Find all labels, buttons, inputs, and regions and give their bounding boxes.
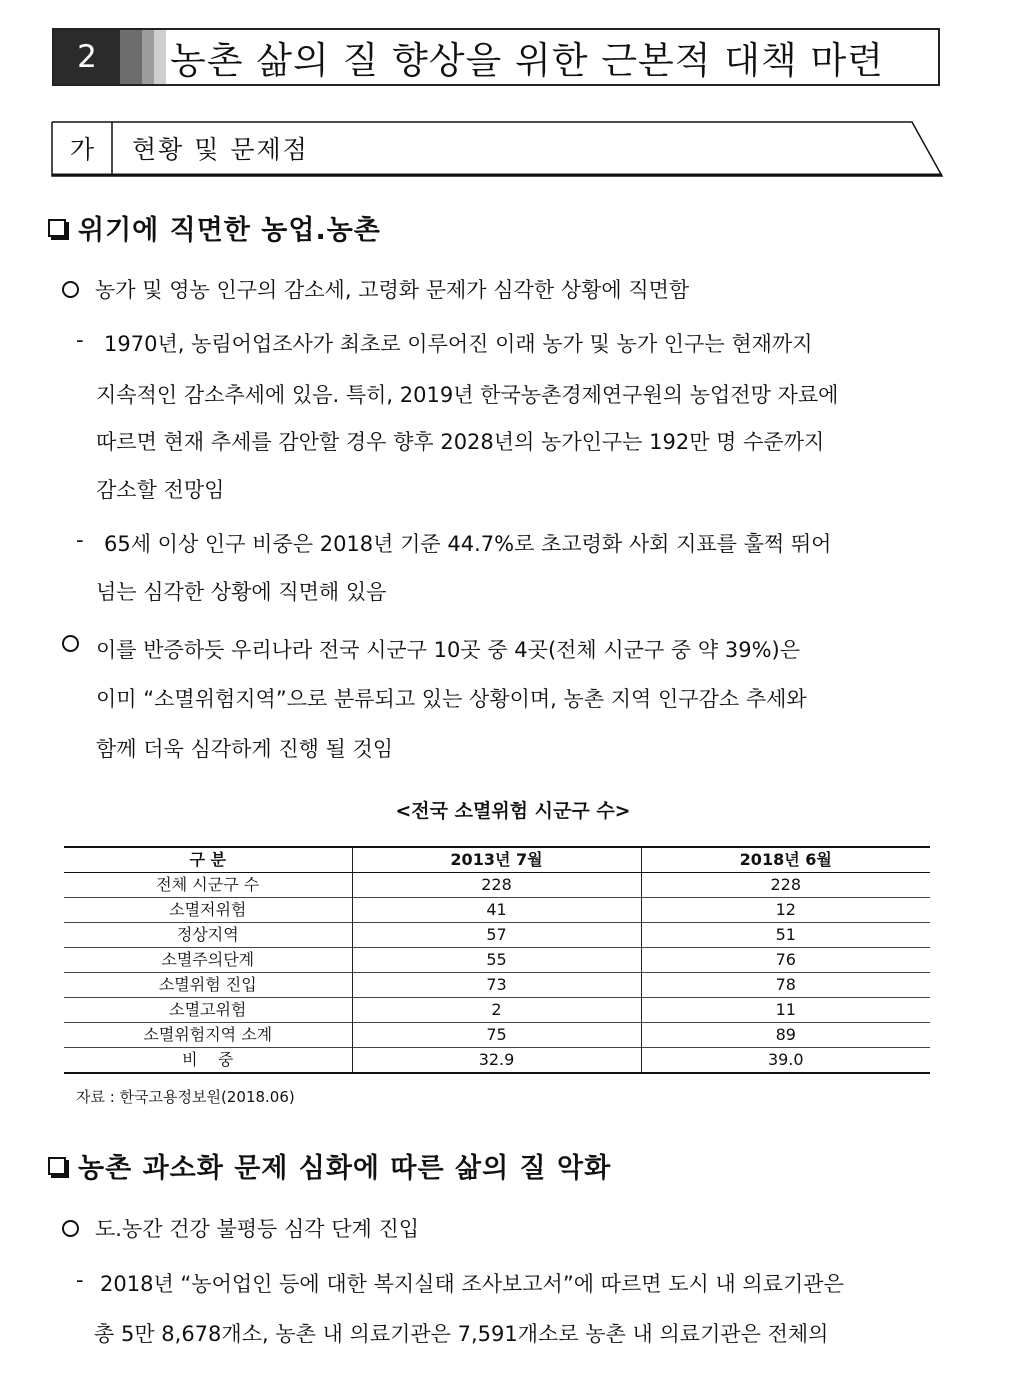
- paragraph-line: 1970년, 농림어업조사가 최초로 이루어진 이래 농가 및 농가 인구는 현재까지: [104, 332, 813, 356]
- column-header: 2013년 7월: [352, 847, 641, 873]
- heading-quality-of-life: 농촌 과소화 문제 심화에 따른 삶의 질 악화: [48, 1146, 611, 1185]
- column-header: 구 분: [189, 850, 226, 869]
- dash-item: -: [76, 328, 84, 352]
- section-title: 현황 및 문제점: [132, 135, 309, 164]
- chapter-gradient-bar: [120, 30, 142, 84]
- bullet-population-decline: 농가 및 영농 인구의 감소세, 고령화 문제가 심각한 상황에 직면함: [62, 274, 689, 304]
- bullet-extinction-risk: [62, 634, 95, 651]
- section-letter: 가: [69, 135, 95, 164]
- table-header-row: [64, 847, 930, 873]
- paragraph-line: 넘는 심각한 상황에 직면해 있음: [96, 580, 387, 604]
- table-row: 전체 시군구 수 228 228: [64, 873, 930, 898]
- table-row: 소멸위험 진입 73 78: [64, 973, 930, 998]
- paragraph-line: 이를 반증하듯 우리나라 전국 시군구 10곳 중 4곳(전체 시군구 중 약 39%)은: [96, 638, 801, 662]
- table-row: 소멸위험지역 소계 75 89: [64, 1023, 930, 1048]
- paragraph-line: 이미 “소멸위험지역”으로 분류되고 있는 상황이며, 농촌 지역 인구감소 추세와: [96, 687, 807, 711]
- table-source: 자료 : 한국고용정보원(2018.06): [76, 1088, 295, 1106]
- table-caption: <전국 소멸위험 시군구 수>: [395, 800, 631, 822]
- paragraph-line: 함께 더욱 심각하게 진행 될 것임: [96, 737, 394, 761]
- column-header: 2018년 6월: [641, 847, 930, 873]
- paragraph-line: 총 5만 8,678개소, 농촌 내 의료기관은 7,591개소로 농촌 내 의료기관은 전체의: [94, 1322, 829, 1346]
- chapter-gradient-bar: [142, 30, 154, 84]
- chapter-gradient-bar: [154, 30, 166, 84]
- extinction-risk-table: [64, 846, 930, 1074]
- table-row: 정상지역 57 51: [64, 923, 930, 948]
- table-row: 소멸고위험 2 11: [64, 998, 930, 1023]
- bullet-health-inequality: 도.농간 건강 불평등 심각 단계 진입: [62, 1213, 419, 1243]
- dash-item: -: [76, 528, 84, 552]
- circle-bullet-icon: [62, 635, 79, 652]
- paragraph-line: 감소할 전망임: [96, 478, 225, 502]
- square-bullet-icon: [48, 1157, 66, 1175]
- paragraph-line: 2018년 “농어업인 등에 대한 복지실태 조사보고서”에 따르면 도시 내 의료기관은: [100, 1272, 844, 1296]
- dash-item: -: [76, 1268, 84, 1292]
- table-row: 소멸주의단계 55 76: [64, 948, 930, 973]
- paragraph-line: 따르면 현재 추세를 감안할 경우 향후 2028년의 농가인구는 192만 명 수준까지: [96, 430, 825, 454]
- circle-bullet-icon: [62, 1220, 79, 1237]
- chapter-title: 농촌 삶의 질 향상을 위한 근본적 대책 마련: [170, 39, 884, 82]
- paragraph-line: 65세 이상 인구 비중은 2018년 기준 44.7%로 초고령화 사회 지표를 훌쩍 뛰어: [104, 532, 832, 556]
- heading-crisis: 위기에 직면한 농업.농촌: [48, 208, 381, 247]
- paragraph-line: 지속적인 감소추세에 있음. 특히, 2019년 한국농촌경제연구원의 농업전망 자료에: [96, 383, 839, 407]
- table-row: 소멸저위험 41 12: [64, 898, 930, 923]
- chapter-number: 2: [54, 30, 120, 84]
- square-bullet-icon: [48, 219, 66, 237]
- chapter-header: [52, 28, 940, 86]
- table-row: 비 중 32.9 39.0: [64, 1048, 930, 1074]
- circle-bullet-icon: [62, 281, 79, 298]
